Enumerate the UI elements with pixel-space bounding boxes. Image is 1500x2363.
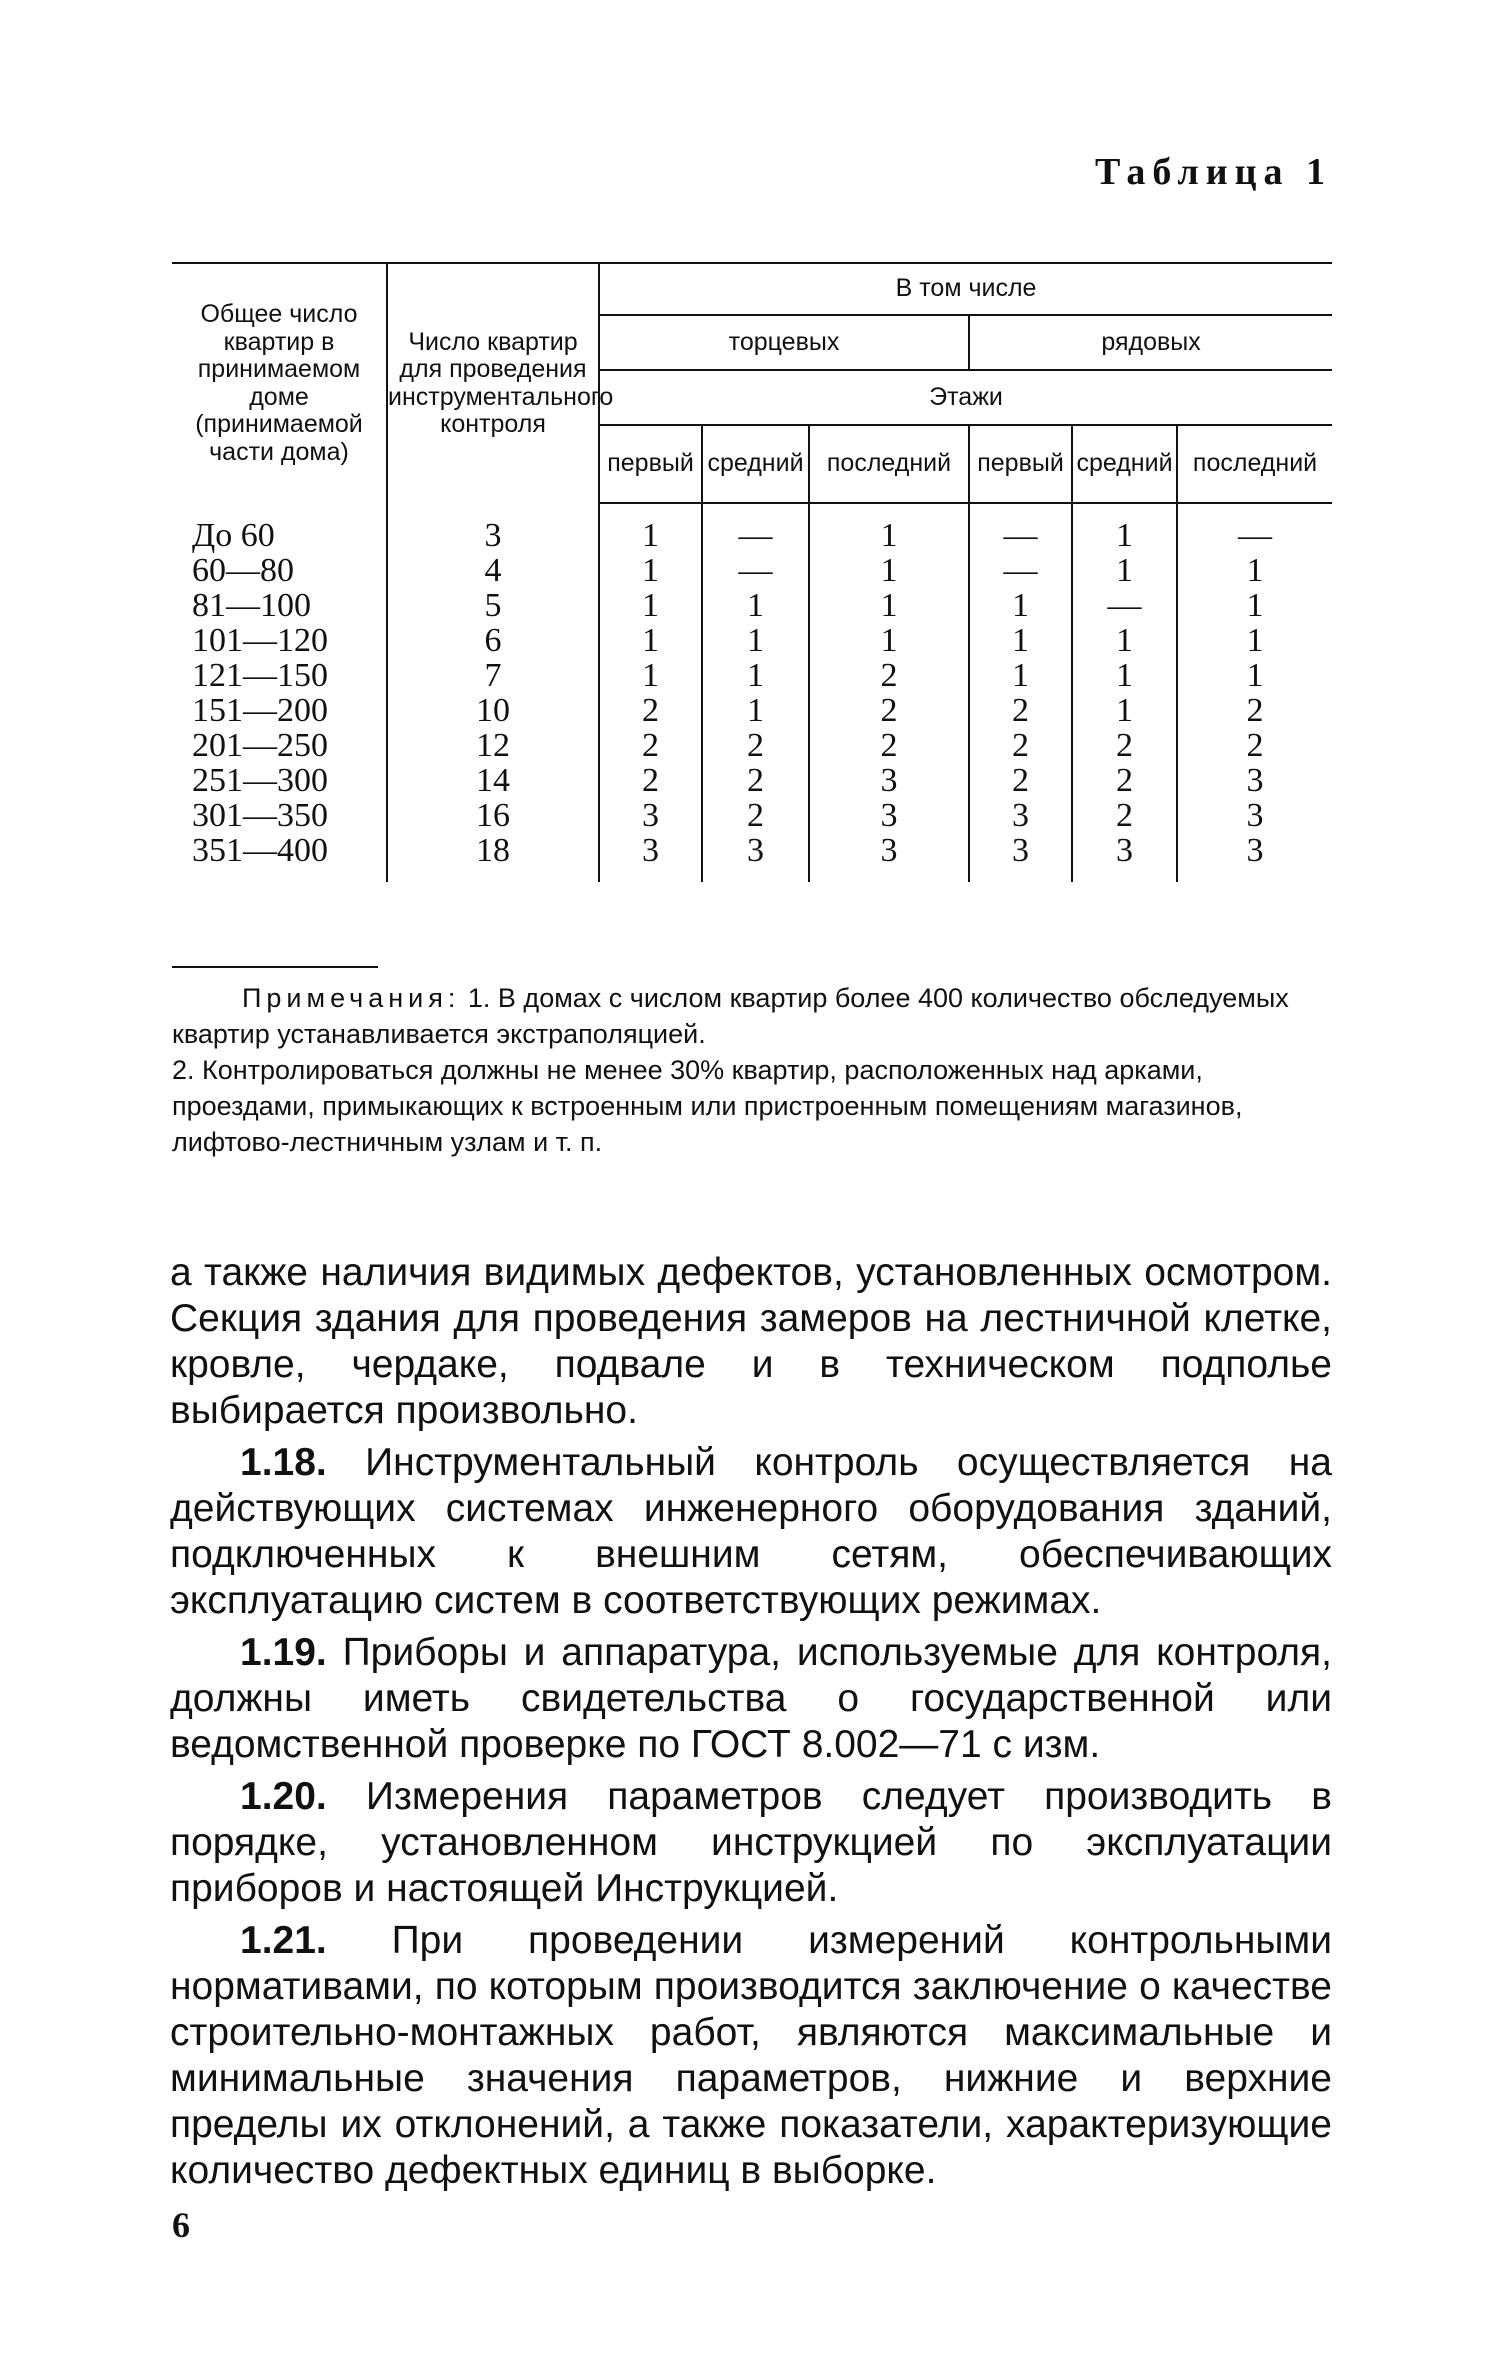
table-row: 301—350 16 3 2 3 3 2 3 bbox=[172, 798, 1332, 833]
table-caption: Таблица 1 bbox=[1094, 151, 1332, 193]
paragraph-1-19: 1.19. Приборы и аппаратура, используемые для контроля, должны иметь свидетельства о государственной или ведомственной проверке по ГОСТ 8.002—71 с изм. bbox=[170, 1631, 1332, 1766]
header-row-middle: средний bbox=[1072, 425, 1177, 503]
paragraph-1-18: 1.18. Инструментальный контроль осуществляется на действующих системах инженерного оборудования зданий, подключенных к внешним сетям, обеспечивающих эксплуатацию систем в соответствующих режимах. bbox=[170, 1441, 1332, 1622]
header-floors: Этажи bbox=[599, 370, 1332, 425]
header-control-count: Число квартир для проведения инструментального контроля bbox=[387, 263, 599, 503]
paragraph-number: 1.20. bbox=[240, 1775, 327, 1818]
header-end-middle: средний bbox=[702, 425, 809, 503]
note-2: 2. Контролироваться должны не менее 30% квартир, расположенных над арками, проездами, примыкающих к встроенным или пристроенным помещениям магазинов, лифтово-лестничным узлам и т. п. bbox=[172, 1055, 1243, 1157]
header-including: В том числе bbox=[599, 263, 1332, 315]
body-text bbox=[170, 1250, 1332, 2200]
header-end-sections: торцевых bbox=[599, 315, 969, 370]
table-row: 351—400 18 3 3 3 3 3 3 bbox=[172, 833, 1332, 882]
page-number: 6 bbox=[172, 2205, 190, 2245]
table-row: 151—200 10 2 1 2 2 1 2 bbox=[172, 693, 1332, 728]
notes-divider bbox=[172, 966, 378, 968]
paragraph-number: 1.21. bbox=[240, 1919, 327, 1962]
table-row: 201—250 12 2 2 2 2 2 2 bbox=[172, 728, 1332, 763]
paragraph-number: 1.18. bbox=[240, 1441, 327, 1484]
table-row: 60—80 4 1 — 1 — 1 1 bbox=[172, 553, 1332, 588]
table-row: 81—100 5 1 1 1 1 — 1 bbox=[172, 588, 1332, 623]
paragraph-number: 1.19. bbox=[240, 1631, 327, 1674]
paragraph-1-20: 1.20. Измерения параметров следует производить в порядке, установленном инструкцией по эксплуатации приборов и настоящей Инструкцией. bbox=[170, 1775, 1332, 1910]
continuation-paragraph: а также наличия видимых дефектов, установленных осмотром. Секция здания для проведения замеров на лестничной клетке, кровле, чердаке, подвале и в техническом подполье выбирается произвольно. bbox=[170, 1251, 1332, 1432]
header-end-last: последний bbox=[809, 425, 969, 503]
notes-label: Примечания: bbox=[242, 983, 461, 1013]
header-row-sections: рядовых bbox=[969, 315, 1332, 370]
header-row-first: первый bbox=[969, 425, 1072, 503]
header-end-first: первый bbox=[599, 425, 702, 503]
paragraph-1-21: 1.21. При проведении измерений контрольными нормативами, по которым производится заключение о качестве строительно-монтажных работ, являются максимальные и минимальные значения параметров, нижние и верхние пределы их отклонений, а также показатели, характеризующие количество дефектных единиц в выборке. bbox=[170, 1919, 1332, 2192]
header-row-last: последний bbox=[1177, 425, 1332, 503]
table-row: 101—120 6 1 1 1 1 1 1 bbox=[172, 623, 1332, 658]
table-notes bbox=[172, 980, 1332, 1160]
note-1: 1. В домах с числом квартир более 400 количество обследуемых квартир устанавливается экстраполяцией. bbox=[172, 983, 1289, 1049]
table-row: 251—300 14 2 2 3 2 2 3 bbox=[172, 763, 1332, 798]
table-row: До 60 3 1 — 1 — 1 — bbox=[172, 503, 1332, 553]
table-row: 121—150 7 1 1 2 1 1 1 bbox=[172, 658, 1332, 693]
apartments-control-table bbox=[172, 262, 1332, 882]
header-total-apartments: Общее число квартир в принимаемом доме (принимаемой части дома) bbox=[172, 263, 387, 503]
